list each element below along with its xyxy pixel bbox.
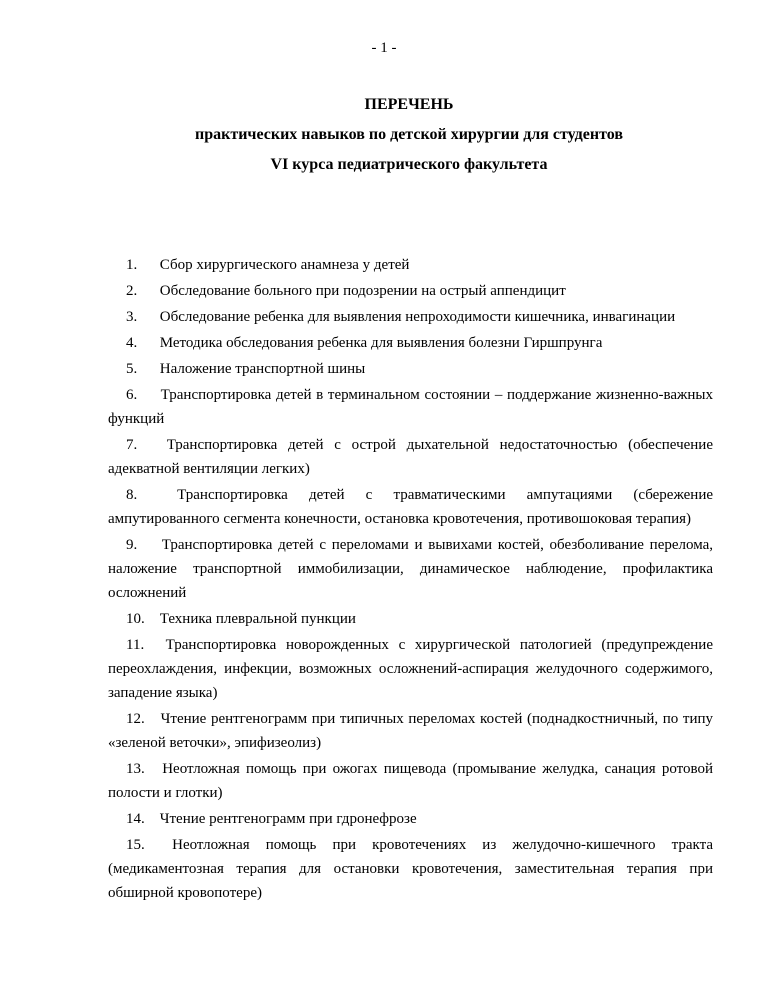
list-item-number: 15.	[126, 837, 145, 853]
list-item	[108, 253, 713, 277]
list-item-text: Обследование ребенка для выявления непроходимости кишечника, инвагинации	[159, 309, 676, 325]
title-subject: практических навыков по детской хирургии для студентов	[195, 126, 623, 143]
list-item-text: Транспортировка детей с острой дыхательной недостаточностью (обеспечение адекватной вентиляции легких)	[108, 437, 713, 477]
list-item	[108, 833, 713, 905]
list-item	[108, 383, 713, 431]
list-item-text: Неотложная помощь при ожогах пищевода (промывание желудка, санация ротовой полости и глотки)	[108, 761, 713, 801]
list-item-number: 13.	[126, 761, 145, 777]
list-item	[108, 279, 713, 303]
list-item-text: Сбор хирургического анамнеза у детей	[159, 257, 410, 273]
list-item	[108, 433, 713, 481]
list-item-number: 9.	[126, 537, 138, 553]
list-item-text: Транспортировка новорожденных с хирургической патологией (предупреждение переохлаждения, инфекции, возможных осложнений-аспирация желудочного содержимого, западение языка)	[108, 637, 713, 701]
page-number: - 1 -	[371, 40, 397, 56]
list-item-text: Чтение рентгенограмм при гдронефрозе	[159, 811, 417, 827]
list-item-number: 4.	[126, 335, 138, 351]
list-item	[108, 533, 713, 605]
list-item-text: Транспортировка детей в терминальном состоянии – поддержание жизненно-важных функций	[108, 387, 714, 427]
list-item-number: 14.	[126, 811, 145, 827]
list-item	[108, 633, 713, 705]
list-item	[108, 483, 713, 531]
list-item-number: 6.	[126, 387, 138, 403]
list-item	[108, 357, 713, 381]
list-item-text: Транспортировка детей с травматическими ампутациями (сбережение ампутированного сегмента конечности, остановка кровотечения, противошоковая терапия)	[108, 487, 714, 527]
list-item-text: Чтение рентгенограмм при типичных переломах костей (поднадкостничный, по типу «зеленой веточки», эпифизеолиз)	[108, 711, 714, 751]
list-item	[108, 607, 713, 631]
list-item-number: 2.	[126, 283, 138, 299]
list-item-text: Техника плевральной пункции	[159, 611, 356, 627]
title-heading: ПЕРЕЧЕНЬ	[364, 96, 454, 113]
list-item	[108, 305, 713, 329]
document-title	[100, 94, 718, 184]
list-item-number: 1.	[126, 257, 138, 273]
list-item-number: 8.	[126, 487, 138, 503]
list-item	[108, 807, 713, 831]
list-item-number: 10.	[126, 611, 145, 627]
list-item	[108, 331, 713, 355]
list-item	[108, 757, 713, 805]
list-item-text: Неотложная помощь при кровотечениях из желудочно-кишечного тракта (медикаментозная терапия для остановки кровотечения, заместительная терапия при обширной кровопотере)	[108, 837, 713, 901]
list-item-text: Методика обследования ребенка для выявления болезни Гиршпрунга	[159, 335, 603, 351]
list-item-number: 5.	[126, 361, 138, 377]
list-item-text: Наложение транспортной шины	[159, 361, 366, 377]
list-item-number: 12.	[126, 711, 145, 727]
list-item-text: Обследование больного при подозрении на острый аппендицит	[159, 283, 566, 299]
list-item-text: Транспортировка детей с переломами и вывихами костей, обезболивание перелома, наложение транспортной иммобилизации, динамическое наблюдение, профилактика осложнений	[108, 537, 714, 601]
list-item-number: 11.	[126, 637, 145, 653]
list-item-number: 3.	[126, 309, 138, 325]
list-item-number: 7.	[126, 437, 138, 453]
skills-list	[108, 253, 713, 907]
title-audience: VI курса педиатрического факультета	[270, 156, 548, 173]
list-item	[108, 707, 713, 755]
